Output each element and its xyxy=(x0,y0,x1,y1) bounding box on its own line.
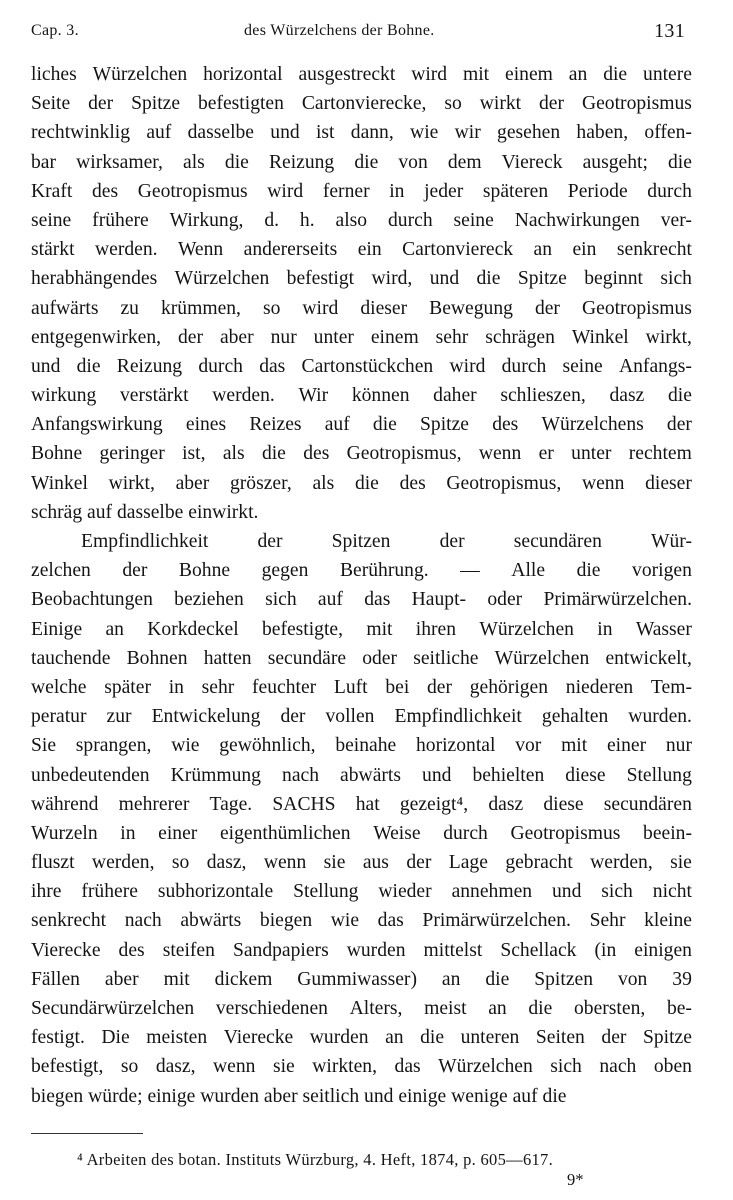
footnote: ⁴ Arbeiten des botan. Instituts Würzburg, 4. Heft, 1874, p. 605—617. xyxy=(77,1150,554,1169)
text-line: Sie sprangen, wie gewöhnlich, beinahe horizontal vor mit einer nur xyxy=(31,735,692,757)
text-line: befestigt, so dasz, wenn sie wirkten, das Würzelchen sich nach oben xyxy=(31,1056,692,1078)
text-line: liches Würzelchen horizontal ausgestreckt wird mit einem an die untere xyxy=(31,64,692,85)
text-line: aufwärts zu krümmen, so wird dieser Bewegung der Geotropismus xyxy=(31,297,692,319)
running-header xyxy=(31,18,685,46)
text-line: welche später in sehr feuchter Luft bei der gehörigen niederen Tem- xyxy=(31,676,692,698)
text-line: wirkung verstärkt werden. Wir können daher schlieszen, dasz die xyxy=(31,385,692,407)
text-line: und die Reizung durch das Cartonstückchen wird durch seine Anfangs- xyxy=(31,355,692,377)
text-line: Einige an Korkdeckel befestigte, mit ihren Würzelchen in Wasser xyxy=(31,618,692,640)
text-line: herabhängendes Würzelchen befestigt wird, und die Spitze beginnt sich xyxy=(31,268,692,290)
text-line: während mehrerer Tage. SACHS hat gezeigt⁴, dasz diese secundären xyxy=(31,793,692,815)
text-line: schräg auf dasselbe einwirkt. xyxy=(31,501,259,523)
text-line: unbedeutenden Krümmung nach abwärts und behielten diese Stellung xyxy=(31,764,692,786)
text-line: bar wirksamer, als die Reizung die von dem Viereck ausgeht; die xyxy=(31,151,692,173)
text-line: Bohne geringer ist, als die des Geotropismus, wenn er unter rechtem xyxy=(31,443,692,465)
text-line: Wurzeln in einer eigenthümlichen Weise durch Geotropismus beein- xyxy=(31,822,692,844)
text-line: Vierecke des steifen Sandpapiers wurden mittelst Schellack (in einigen xyxy=(31,939,692,961)
running-title: des Würzelchens der Bohne. xyxy=(244,22,435,39)
text-line: fluszt werden, so dasz, wenn sie aus der Lage gebracht werden, sie xyxy=(31,852,692,874)
text-line: Secundärwürzelchen verschiedenen Alters, meist an die obersten, be- xyxy=(31,998,692,1019)
text-line: Seite der Spitze befestigten Cartonvierecke, so wirkt der Geotropismus xyxy=(31,93,692,115)
text-line: Kraft des Geotropismus wird ferner in jeder späteren Periode durch xyxy=(31,180,692,202)
text-line: peratur zur Entwickelung der vollen Empfindlichkeit gehalten wurden. xyxy=(31,706,692,728)
text-line: stärkt werden. Wenn andererseits ein Cartonviereck an ein senkrecht xyxy=(31,239,692,261)
text-line: seine frühere Wirkung, d. h. also durch seine Nachwirkungen ver- xyxy=(31,209,692,231)
text-line: festigt. Die meisten Vierecke wurden an die unteren Seiten der Spitze xyxy=(31,1027,692,1049)
text-line: senkrecht nach abwärts biegen wie das Primärwürzelchen. Sehr kleine xyxy=(31,910,692,932)
text-line: Winkel wirkt, aber gröszer, als die des Geotropismus, wenn dieser xyxy=(31,472,692,494)
text-line: entgegenwirken, der aber nur unter einem sehr schrägen Winkel wirkt, xyxy=(31,326,692,348)
text-line: Anfangswirkung eines Reizes auf die Spitze des Würzelchens der xyxy=(31,414,692,436)
text-line: Fällen aber mit dickem Gummiwasser) an die Spitzen von 39 xyxy=(31,968,692,990)
text-line: tauchende Bohnen hatten secundäre oder seitliche Würzelchen entwickelt, xyxy=(31,647,692,669)
text-line: Empfindlichkeit der Spitzen der secundären Wür- xyxy=(81,531,692,552)
signature-mark: 9* xyxy=(567,1170,584,1189)
body-text xyxy=(31,60,692,1111)
text-line: ihre frühere subhorizontale Stellung wieder annehmen und sich nicht xyxy=(31,881,692,903)
page-number: 131 xyxy=(654,20,685,42)
chapter-label: Cap. 3. xyxy=(31,22,79,39)
footnote-rule xyxy=(31,1133,143,1134)
text-line: Beobachtungen beziehen sich auf das Haupt- oder Primärwürzelchen. xyxy=(31,589,692,611)
text-line: rechtwinklig auf dasselbe und ist dann, wie wir gesehen haben, offen- xyxy=(31,122,692,144)
text-line: zelchen der Bohne gegen Berührung. — Alle die vorigen xyxy=(31,560,692,582)
text-line: biegen würde; einige wurden aber seitlich und einige wenige auf die xyxy=(31,1085,567,1107)
